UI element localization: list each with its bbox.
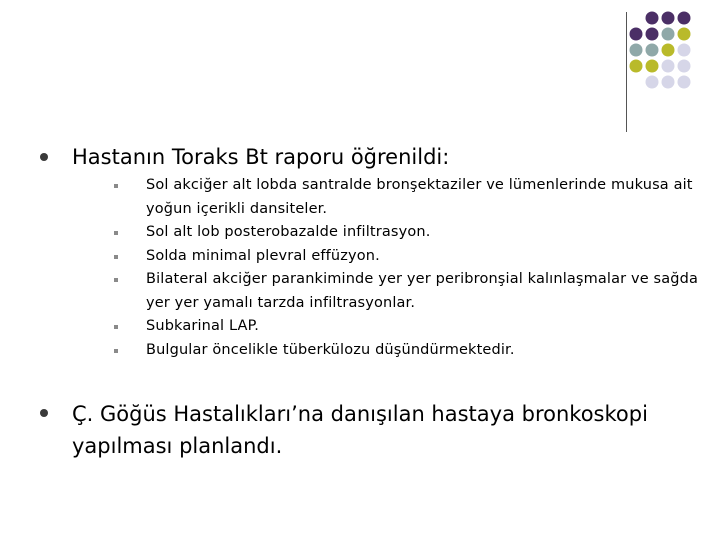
finding-item [112, 339, 702, 363]
finding-text: Solda minimal plevral effüzyon. [146, 247, 380, 264]
finding-item [112, 315, 702, 339]
decorative-dot [662, 76, 675, 89]
decorative-dot [678, 12, 691, 25]
bullet-heading-toraks: Hastanın Toraks Bt raporu öğrenildi: [72, 145, 450, 169]
bullet-heading-bronkoskopi: Ç. Göğüs Hastalıkları’na danışılan hastaya bronkoskopi yapılması planlandı. [72, 402, 648, 458]
finding-text: Subkarinal LAP. [146, 318, 260, 334]
square-bullet-icon [114, 255, 118, 259]
decorative-dot [662, 60, 675, 73]
finding-text: Bulgular öncelikle tüberkülozu düşündürmektedir. [146, 341, 515, 358]
decorative-dot [678, 44, 691, 57]
decorative-vertical-line [626, 12, 627, 132]
finding-item [112, 174, 702, 221]
decorative-dot [646, 44, 659, 57]
decorative-dot [678, 76, 691, 89]
square-bullet-icon [114, 231, 118, 235]
square-bullet-icon [114, 325, 118, 329]
square-bullet-icon [114, 184, 118, 188]
finding-text: Sol akciğer alt lobda santralde bronşektaziler ve lümenlerinde mukusa ait yoğun içerikli dansiteler. [146, 177, 693, 217]
decorative-dot [678, 28, 691, 41]
finding-item [112, 245, 702, 269]
decorative-dot [662, 12, 675, 25]
decorative-dot [646, 12, 659, 25]
findings-list [112, 174, 702, 362]
decorative-dot [630, 60, 643, 73]
finding-text: Sol alt lob posterobazalde infiltrasyon. [146, 224, 431, 240]
bullet-dot-icon [40, 409, 48, 417]
decorative-dot [646, 28, 659, 41]
square-bullet-icon [114, 349, 118, 353]
decorative-dot [646, 60, 659, 73]
decorative-dot [662, 44, 675, 57]
decorative-dot [678, 60, 691, 73]
decorative-dot [646, 76, 659, 89]
square-bullet-icon [114, 278, 118, 282]
finding-text: Bilateral akciğer parankiminde yer yer peribronşial kalınlaşmalar ve sağda yer yer yamalı tarzda infiltrasyonlar. [146, 271, 699, 311]
bullet-dot-icon [40, 153, 48, 161]
decorative-dot [630, 28, 643, 41]
decorative-dot [662, 28, 675, 41]
finding-item [112, 221, 702, 245]
finding-item [112, 268, 702, 315]
decorative-dot [630, 44, 643, 57]
